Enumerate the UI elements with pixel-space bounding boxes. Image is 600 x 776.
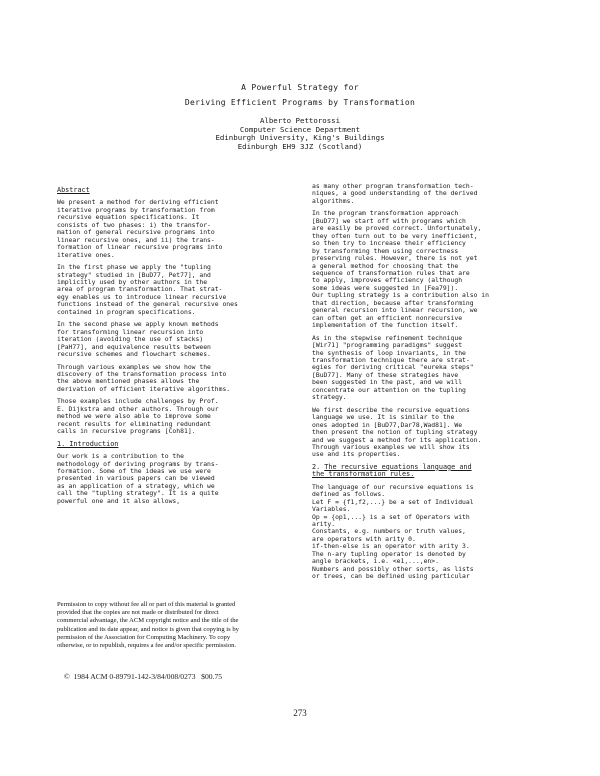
introduction-paragraph: Our work is a contribution to the methodology of deriving programs by trans- formation. Some of the ideas we use were presented in various papers can be viewed as an application of a strategy, which we call the "tupling strategy". It is a quite powerful one and it also allows, [57, 452, 219, 505]
abstract-heading: Abstract [57, 186, 90, 194]
abstract-paragraph: Those examples include challenges by Prof. E. Dijkstra and other authors. Through our method we were also able to improve some recent results for eliminating redundant calls in recursive programs [Coh81]. [57, 397, 219, 436]
author-department: Computer Science Department [239, 124, 361, 134]
body-paragraph: as many other program transformation tech- niques, a good understanding of the derived algorithms. [312, 182, 478, 205]
left-column [57, 183, 289, 510]
paper-title-line2: Deriving Efficient Programs by Transformation [184, 98, 416, 107]
author-city: Edinburgh EH9 3JZ (Scotland) [237, 141, 363, 151]
author-name: Alberto Pettorossi [259, 116, 341, 125]
introduction-heading: 1. Introduction [57, 439, 119, 448]
abstract-paragraph: In the second phase we apply known methods for transforming linear recursion into iteration (avoiding the use of stacks) [PaH77], and equivalence results between recursive schemes and flowchart schemes. [57, 320, 219, 359]
paper-title-line1: A Powerful Strategy for [241, 83, 359, 92]
section2-heading: 2. The recursive equations language and the transformation rules. [312, 462, 472, 479]
body-paragraph: We first describe the recursive equations language we use. It is similar to the ones adopted in [BuD77,Dar78,Wad81]. We then present the notion of tupling strategy and we suggest a method for its application. Through various examples we will show its use and its properties. [312, 405, 482, 459]
abstract-paragraph: In the first phase we apply the "tupling strategy" studied in [BuD77, Pet77], and implicitly used by other authors in the area of program transformation. That strat- egy enables us to introduce linear recursive functions instead of the general recursive ones contained in program specifications. [57, 263, 238, 316]
body-paragraph: As in the stepwise refinement technique [Wir71] "programming paradigms" suggest the synthesis of loop invariants, in the transformation technique there are strat- egies for deriving critical "eureka steps" [BuD77]. Many of these strategies have been suggested in the past, and we will concentrate our attention on the tupling strategy. [312, 333, 474, 402]
abstract-paragraph: We present a method for deriving efficient iterative programs by transformation from recursive equation specifications. It consists of two phases: i) the transfor- mation of general recursive programs into linear recursive ones, and ii) the trans- formation of linear recursive programs into iterative ones. [57, 198, 223, 259]
author-university: Edinburgh University, King's Buildings [215, 133, 385, 143]
permission-notice: Permission to copy without fee all or part of this material is granted provided that the copies are not made or distributed for direct commercial advantage, the ACM copyright notice and the title of the publication and its date appear, and notice is given that copying is by permission of the Association for Computing Machinery. To copy otherwise, or to republish, requires a fee and/or specific permission. [57, 601, 239, 650]
author-block [0, 117, 600, 151]
copyright-line: © 1984 ACM 0-89791-142-3/84/008/0273 $00.75 [64, 672, 223, 681]
body-paragraph: The language of our recursive equations is defined as follows. Let F = {f1,f2,...} be a set of Individual Variables. Op = {op1,...} is a set of Operators with arity. Constants, e.g. numbers or truth values, are operators with arity 0. if-then-else is an operator with arity 3. The n-ary tupling operator is denoted by angle brackets, i.e. <e1,...,en>. Numbers and possibly other sorts, as lists or trees, can be defined using particular [312, 482, 474, 581]
right-column [312, 183, 546, 586]
page-number: 273 [293, 708, 307, 718]
abstract-paragraph: Through various examples we show how the discovery of the transformation process into the above mentioned phases allows the derivation of efficient iterative algorithms. [57, 362, 231, 393]
body-paragraph: In the program transformation approach [BuD77] we start off with programs which are easily be proved correct. Unfortunately, they often turn out to be very inefficient, so then try to increase their efficiency by transforming them using correctness preserving rules. However, there is not yet a general method for choosing that the sequence of transformation rules that are to apply, improves efficiency (although some ideas were suggested in [Fea79]). Our tupling strategy is a contribution also in that direction, because after transforming general recursion into linear recursion, we can often get an efficient nonrecursive implementation of the function itself. [312, 209, 489, 330]
